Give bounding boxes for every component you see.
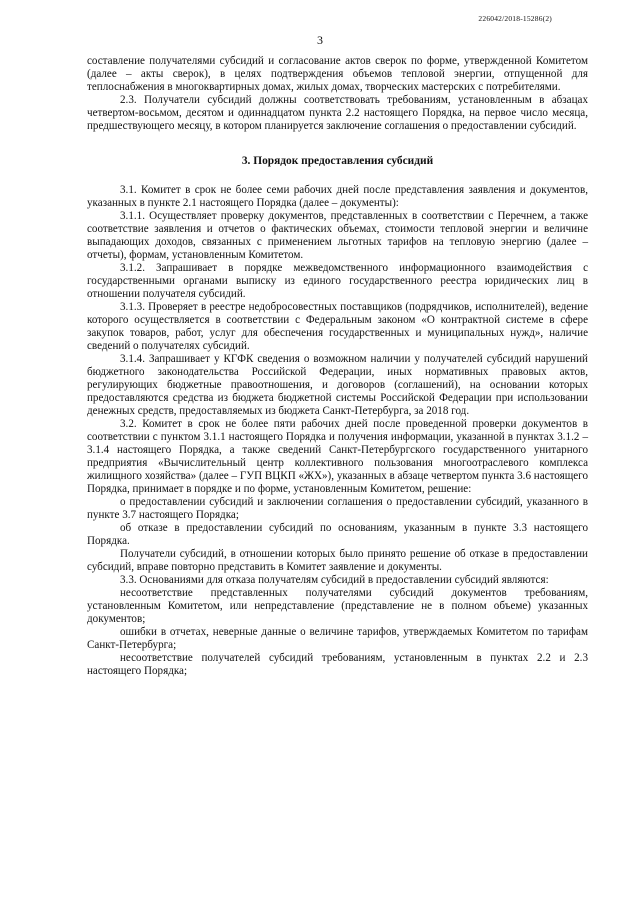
document-body <box>87 55 588 678</box>
paragraph: о предоставлении субсидий и заключении соглашения о предоставлении субсидий, указанного в пункте 3.7 настоящего Порядка; <box>87 496 588 521</box>
paragraph: составление получателями субсидий и согласование актов сверок по форме, утвержденной Комитетом (далее – акты сверок), в целях подтверждения объемов тепловой энергии, отпущенной для теплоснабжения в многоквартирных домах, жилых домах, творческих мастерских с потребителями. <box>87 55 588 93</box>
paragraph: несоответствие получателей субсидий требованиям, установленным в пунктах 2.2 и 2.3 настоящего Порядка; <box>87 652 588 677</box>
paragraph: 3.2. Комитет в срок не более пяти рабочих дней после проведенной проверки документов в соответствии с пунктом 3.1.1 настоящего Порядка и получения информации, указанной в пунктах 3.1.2 – 3.1.4 настоящего Порядка, а также сведений Санкт-Петербургского государственного унитарного предприятия «Вычислительный центр коллективного пользования многоотраслевого комплекса жилищного хозяйства» (далее – ГУП ВЦКП «ЖХ»), указанных в абзаце четвертом пункта 3.6 настоящего Порядка, принимает в порядке и по форме, установленным Комитетом, решение: <box>87 418 588 495</box>
paragraph: об отказе в предоставлении субсидий по основаниям, указанным в пункте 3.3 настоящего Порядка. <box>87 522 588 547</box>
document-number: 226042/2018-15286(2) <box>478 14 552 23</box>
paragraph: Получатели субсидий, в отношении которых было принято решение об отказе в предоставлении субсидий, вправе повторно представить в Комитет заявление и документы. <box>87 548 588 573</box>
paragraph: 3.3. Основаниями для отказа получателям субсидий в предоставлении субсидий являются: <box>120 574 549 586</box>
section-title: 3. Порядок предоставления субсидий <box>241 155 434 167</box>
paragraph: несоответствие представленных получателями субсидий документов требованиям, установленным Комитетом, или непредставление (представление не в полном объеме) указанных документов; <box>87 587 588 625</box>
paragraph: 3.1. Комитет в срок не более семи рабочих дней после представления заявления и документов, указанных в пункте 2.1 настоящего Порядка (далее – документы): <box>87 184 588 209</box>
paragraph: ошибки в отчетах, неверные данные о величине тарифов, утверждаемых Комитетом по тарифам Санкт-Петербурга; <box>87 626 588 651</box>
paragraph: 3.1.3. Проверяет в реестре недобросовестных поставщиков (подрядчиков, исполнителей), ведение которого осуществляется в соответствии с Федеральным законом «О контрактной системе в сфере закупок товаров, работ, услуг для обеспечения государственных и муниципальных нужд», наличие сведений о получателях субсидий. <box>87 301 588 352</box>
paragraph: 3.1.4. Запрашивает у КГФК сведения о возможном наличии у получателей субсидий нарушений бюджетного законодательства Российской Федерации, иных нормативных правовых актов, регулирующих бюджетные правоотношения, и договоров (соглашений), на основании которых предоставляются средства из бюджета бюджетной системы Российской Федерации при использовании денежных средств, предоставляемых из бюджета Санкт-Петербурга, за 2018 год. <box>87 353 588 417</box>
paragraph: 3.1.1. Осуществляет проверку документов, представленных в соответствии с Перечнем, а также соответствие заявления и отчетов о фактических объемах, стоимости тепловой энергии и величине выпадающих доходов, связанных с применением льготных тарифов на тепловую энергию (далее – отчеты), формам, установленным Комитетом. <box>87 210 588 261</box>
paragraph: 3.1.2. Запрашивает в порядке межведомственного информационного взаимодействия с государственными органами выписку из единого государственного реестра юридических лиц в отношении получателя субсидий. <box>87 262 588 300</box>
paragraph: 2.3. Получатели субсидий должны соответствовать требованиям, установленным в абзацах четвертом-восьмом, десятом и одиннадцатом пункта 2.2 настоящего Порядка, на первое число месяца, предшествующего месяцу, в котором планируется заключение соглашения о предоставлении субсидий. <box>87 94 588 132</box>
page-number: 3 <box>317 33 323 47</box>
